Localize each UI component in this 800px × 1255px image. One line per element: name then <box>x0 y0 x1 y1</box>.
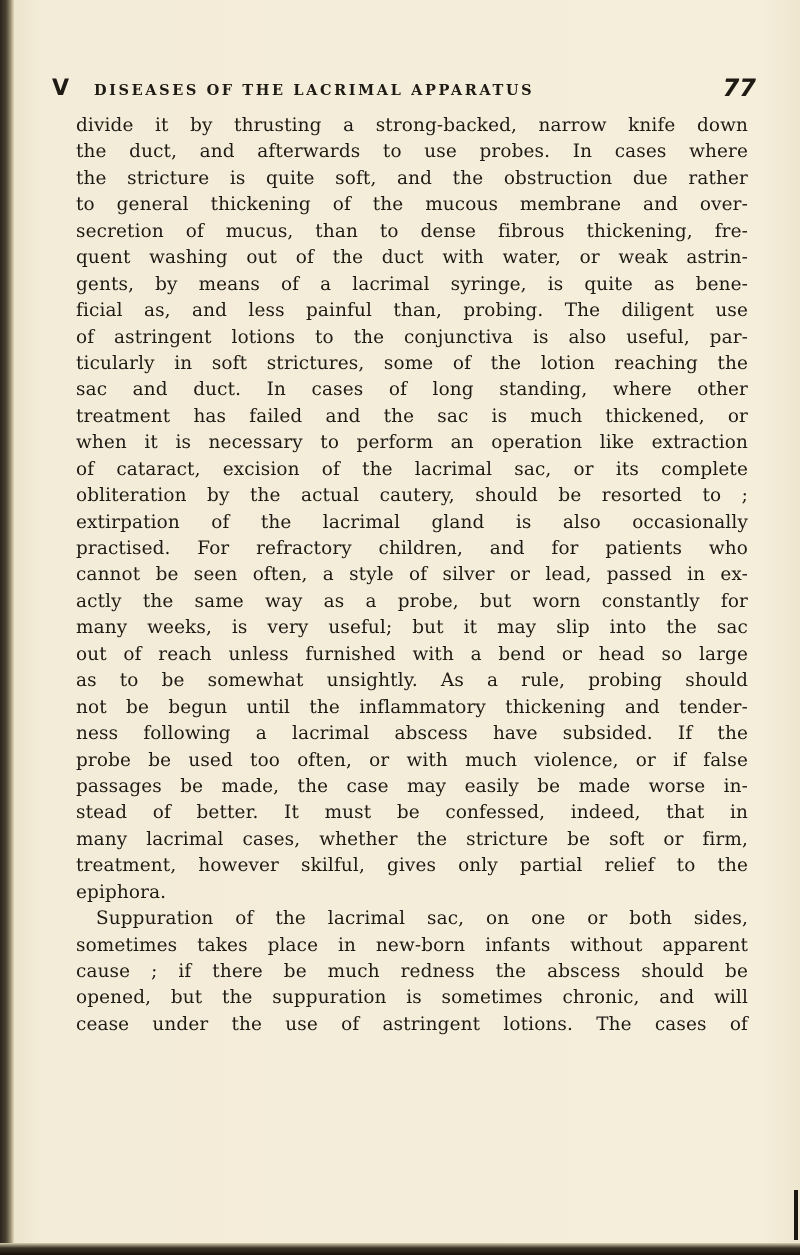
text-line: as to be somewhat unsightly. As a rule, probing should <box>76 670 748 692</box>
text-line: cease under the use of astringent lotions. The cases of <box>76 1013 748 1035</box>
text-line: obliteration by the actual cautery, should be resorted to ; <box>76 485 748 507</box>
text-line: gents, by means of a lacrimal syringe, is quite as bene- <box>76 273 748 295</box>
page-binding-shadow <box>0 0 14 1255</box>
text-line: sac and duct. In cases of long standing, where other <box>76 379 748 401</box>
text-line: passages be made, the case may easily be made worse in- <box>76 775 748 797</box>
page-bottom-edge <box>0 1243 800 1255</box>
text-line: cause ; if there be much redness the abscess should be <box>76 961 748 982</box>
text-line: actly the same way as a probe, but worn constantly for <box>76 590 748 612</box>
text-line: quent washing out of the duct with water, or weak astrin- <box>76 247 748 269</box>
paragraph-end-line: epiphora. <box>76 881 167 903</box>
text-line: practised. For refractory children, and for patients who <box>76 538 748 559</box>
text-line: sometimes takes place in new-born infants without apparent <box>76 934 748 956</box>
text-line: the stricture is quite soft, and the obstruction due rather <box>76 167 748 189</box>
paragraph-start-line: Suppuration of the lacrimal sac, on one or both sides, <box>96 908 748 930</box>
text-line: ness following a lacrimal abscess have subsided. If the <box>76 723 748 745</box>
text-line: the duct, and afterwards to use probes. In cases where <box>76 141 748 163</box>
text-line: of astringent lotions to the conjunctiva is also useful, par- <box>76 326 748 348</box>
page-edge-mark <box>794 1190 798 1240</box>
page-number: 77 <box>722 74 756 102</box>
body-text <box>76 113 748 1038</box>
text-line: many lacrimal cases, whether the stricture be soft or firm, <box>76 828 748 850</box>
text-line: cannot be seen often, a style of silver or lead, passed in ex- <box>76 564 748 586</box>
text-line: ticularly in soft strictures, some of the lotion reaching the <box>76 352 748 374</box>
text-line: divide it by thrusting a strong-backed, narrow knife down <box>76 115 748 136</box>
text-line: treatment, however skilful, gives only partial relief to the <box>76 855 748 877</box>
chapter-number: V <box>52 76 70 101</box>
text-line: opened, but the suppuration is sometimes chronic, and will <box>76 987 748 1009</box>
text-line: to general thickening of the mucous membrane and over- <box>76 194 748 216</box>
text-line: of cataract, excision of the lacrimal sac, or its complete <box>76 458 748 480</box>
text-line: treatment has failed and the sac is much thickened, or <box>76 405 748 427</box>
running-title: DISEASES OF THE LACRIMAL APPARATUS <box>94 82 535 99</box>
text-line: probe be used too often, or with much violence, or if false <box>76 749 748 771</box>
text-line: out of reach unless furnished with a bend or head so large <box>76 643 748 665</box>
text-line: extirpation of the lacrimal gland is also occasionally <box>76 511 748 533</box>
text-line: secretion of mucus, than to dense fibrous thickening, fre- <box>76 220 748 242</box>
text-line: stead of better. It must be confessed, indeed, that in <box>76 802 748 824</box>
running-header <box>52 76 760 106</box>
text-line: many weeks, is very useful; but it may slip into the sac <box>76 617 748 639</box>
text-line: when it is necessary to perform an operation like extraction <box>76 432 748 454</box>
text-line: not be begun until the inflammatory thickening and tender- <box>76 696 748 718</box>
text-line: ficial as, and less painful than, probing. The diligent use <box>76 300 748 322</box>
